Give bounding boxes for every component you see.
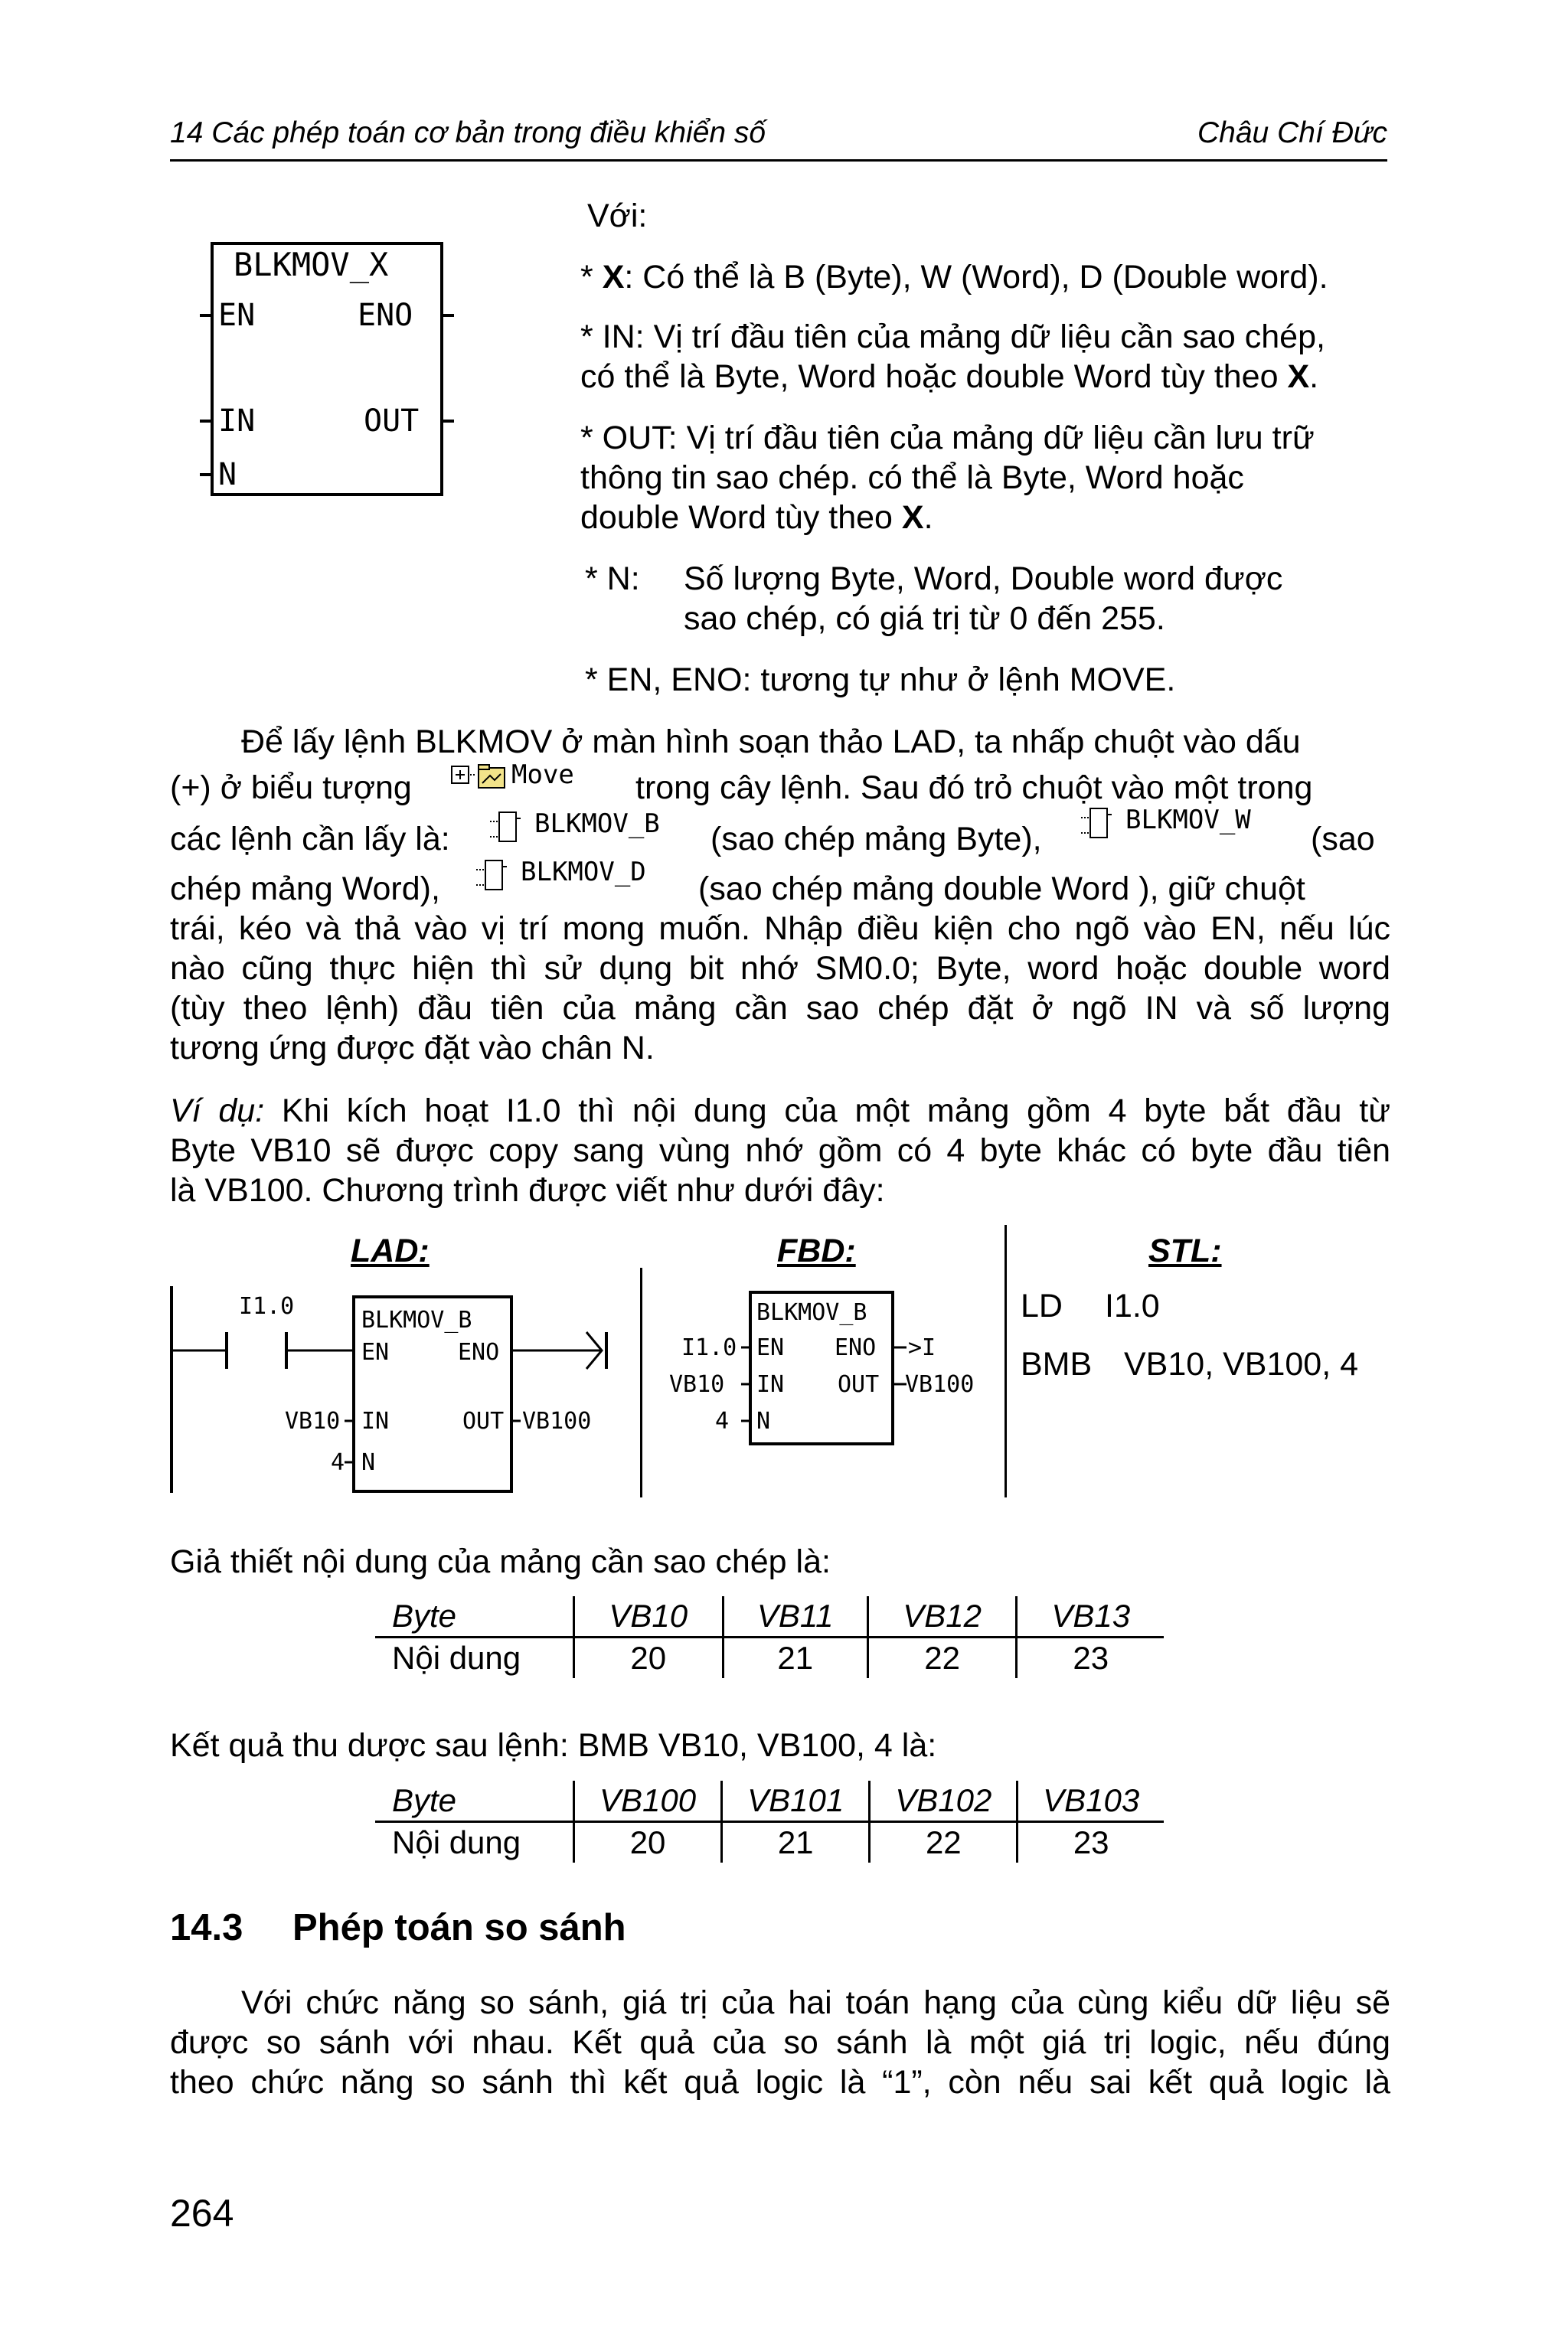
svg-text:OUT: OUT	[838, 1371, 880, 1398]
svg-text:ENO: ENO	[835, 1334, 877, 1361]
svg-text:Move: Move	[511, 762, 574, 790]
table-cell: Byte	[375, 1781, 574, 1822]
para1-line3b: (sao chép mảng Byte),	[710, 821, 1042, 857]
para1-line3c: (sao	[1311, 821, 1375, 857]
para1-line1: Để lấy lệnh BLKMOV ở màn hình soạn thảo LAD, ta nhấp chuột vào dấu	[241, 723, 1301, 760]
stl-op1: LD	[1021, 1288, 1063, 1324]
table-cell: 21	[723, 1638, 867, 1679]
svg-text:VB100: VB100	[905, 1371, 975, 1398]
svg-text:EN: EN	[361, 1339, 390, 1366]
param-out: * OUT: Vị trí đầu tiên của mảng dữ liệu cần lưu trữ thông tin sao chép. có thể là Byte, Word hoặc double Word tùy theo X.	[580, 420, 1315, 536]
table2-caption: Kết quả thu dược sau lệnh: BMB VB10, VB100, 4 là:	[170, 1727, 937, 1764]
table-cell: 23	[1017, 1638, 1164, 1679]
pin-en: EN	[218, 298, 256, 333]
header-chapter: 14 Các phép toán cơ bản trong điều khiển số	[170, 116, 766, 149]
svg-text:ENO: ENO	[458, 1339, 500, 1366]
blkmov-w-icon	[1078, 804, 1308, 844]
table-cell: VB10	[574, 1596, 724, 1638]
svg-text:BLKMOV_D: BLKMOV_D	[521, 857, 646, 887]
section-number: 14.3	[170, 1907, 243, 1948]
svg-text:BLKMOV_B: BLKMOV_B	[361, 1307, 472, 1334]
svg-text:N: N	[361, 1449, 376, 1476]
param-n-label: * N:	[585, 560, 640, 597]
svg-text:BLKMOV_B: BLKMOV_B	[756, 1299, 867, 1326]
table2-header-row	[375, 1781, 1164, 1822]
table-cell: 21	[722, 1822, 870, 1863]
table1	[375, 1596, 1164, 1678]
svg-text:N: N	[756, 1408, 771, 1435]
params-intro: Với:	[587, 198, 648, 234]
stl-arg2: VB10, VB100, 4	[1124, 1346, 1358, 1383]
block-title: BLKMOV_X	[234, 246, 389, 283]
para1-line2b: trong cây lệnh. Sau đó trỏ chuột vào một trong	[635, 769, 1313, 806]
blkmov-symbol	[195, 230, 471, 505]
svg-text:VB10: VB10	[285, 1408, 341, 1435]
lad-diagram	[161, 1271, 635, 1508]
table-cell: 20	[574, 1638, 724, 1679]
header-author: Châu Chí Đức	[1197, 116, 1387, 149]
table-cell: VB101	[722, 1781, 870, 1822]
table1-header-row	[375, 1596, 1164, 1638]
para1-line4b: (sao chép mảng double Word ), giữ chuột	[698, 870, 1305, 907]
stl-arg1: I1.0	[1105, 1288, 1160, 1324]
table-cell: Nội dung	[392, 1824, 521, 1860]
stl-op2: BMB	[1021, 1346, 1093, 1383]
param-in: * IN: Vị trí đầu tiên của mảng dữ liệu cần sao chép, có thể là Byte, Word hoặc double Word tùy theo X.	[580, 318, 1325, 395]
table2-data-row	[375, 1822, 1164, 1863]
svg-text:4: 4	[331, 1449, 345, 1476]
table-cell: VB11	[723, 1596, 867, 1638]
move-folder-icon	[450, 762, 626, 800]
param-x: * X: Có thể là B (Byte), W (Word), D (Double word).	[580, 259, 1328, 296]
section-title: Phép toán so sánh	[292, 1907, 626, 1948]
svg-text:I1.0: I1.0	[681, 1334, 737, 1361]
pin-in: IN	[218, 403, 256, 439]
example-paragraph: Ví dụ: Khi kích hoạt I1.0 thì nội dung của một mảng gồm 4 byte bắt đầu từ Byte VB10 sẽ được copy sang vùng nhớ gồm có 4 byte khác có byte đầu tiên là VB100. Chương trình được viết như dưới đây:	[170, 1092, 1390, 1209]
lad-title: LAD:	[351, 1233, 430, 1269]
table2	[375, 1781, 1164, 1863]
para1-rest: trái, kéo và thả vào vị trí mong muốn. Nhập điều kiện cho ngõ vào EN, nếu lúc nào cũng thực hiện thì sử dụng bit nhớ SM0.0; Byte, word hoặc double word (tùy theo lệnh) đầu tiên của mảng cần sao chép đặt ở ngõ IN và số lượng tương ứng được đặt vào chân N.	[170, 910, 1390, 1066]
svg-text:OUT: OUT	[462, 1408, 505, 1435]
svg-text:BLKMOV_W: BLKMOV_W	[1125, 805, 1251, 835]
table-cell: 22	[867, 1638, 1017, 1679]
svg-text:VB100: VB100	[522, 1408, 592, 1435]
table-cell: 22	[870, 1822, 1018, 1863]
table-cell: VB13	[1017, 1596, 1164, 1638]
table-cell: Byte	[375, 1596, 574, 1638]
table-cell: VB12	[867, 1596, 1017, 1638]
table1-data-row	[375, 1638, 1164, 1679]
para1-line3a: các lệnh cần lấy là:	[170, 821, 450, 857]
pin-n: N	[218, 457, 237, 492]
page-number: 264	[170, 2192, 234, 2235]
svg-text:I1.0: I1.0	[239, 1293, 295, 1320]
table-cell: VB102	[870, 1781, 1018, 1822]
pin-out: OUT	[364, 403, 420, 439]
para1-line2a: (+) ở biểu tượng	[170, 769, 412, 806]
page-header	[170, 113, 1387, 162]
fbd-title: FBD:	[777, 1233, 856, 1269]
table1-caption: Giả thiết nội dung của mảng cần sao chép là:	[170, 1543, 831, 1580]
svg-text:VB10: VB10	[669, 1371, 725, 1398]
svg-text:>I: >I	[908, 1334, 936, 1361]
svg-text:4: 4	[715, 1408, 730, 1435]
svg-text:EN: EN	[756, 1334, 785, 1361]
svg-text:IN: IN	[756, 1371, 785, 1398]
para2: Với chức năng so sánh, giá trị của hai toán hạng của cùng kiểu dữ liệu sẽ được so sánh với nhau. Kết quả của so sánh là một giá trị logic, nếu đúng theo chức năng so sánh thì kết quả logic là “1”, còn nếu sai kết quả logic là	[170, 1984, 1390, 2101]
table-cell: Nội dung	[392, 1640, 521, 1676]
table-cell: 20	[574, 1822, 722, 1863]
svg-text:BLKMOV_B: BLKMOV_B	[534, 808, 660, 839]
divider-lad-fbd	[640, 1268, 642, 1497]
para1-line4a: chép mảng Word),	[170, 870, 440, 907]
blkmov-b-icon	[487, 808, 697, 847]
table-cell: VB100	[574, 1781, 722, 1822]
divider-fbd-stl	[1004, 1225, 1007, 1497]
stl-title: STL:	[1148, 1233, 1222, 1269]
param-en-eno: * EN, ENO: tương tự như ở lệnh MOVE.	[585, 661, 1176, 698]
svg-text:IN: IN	[361, 1408, 390, 1435]
table-cell: VB103	[1018, 1781, 1164, 1822]
table-cell: 23	[1018, 1822, 1164, 1863]
blkmov-d-icon	[473, 856, 703, 896]
pin-eno: ENO	[358, 298, 413, 333]
param-n: Số lượng Byte, Word, Double word được sao chép, có giá trị từ 0 đến 255.	[684, 560, 1283, 637]
fbd-diagram	[666, 1283, 995, 1459]
